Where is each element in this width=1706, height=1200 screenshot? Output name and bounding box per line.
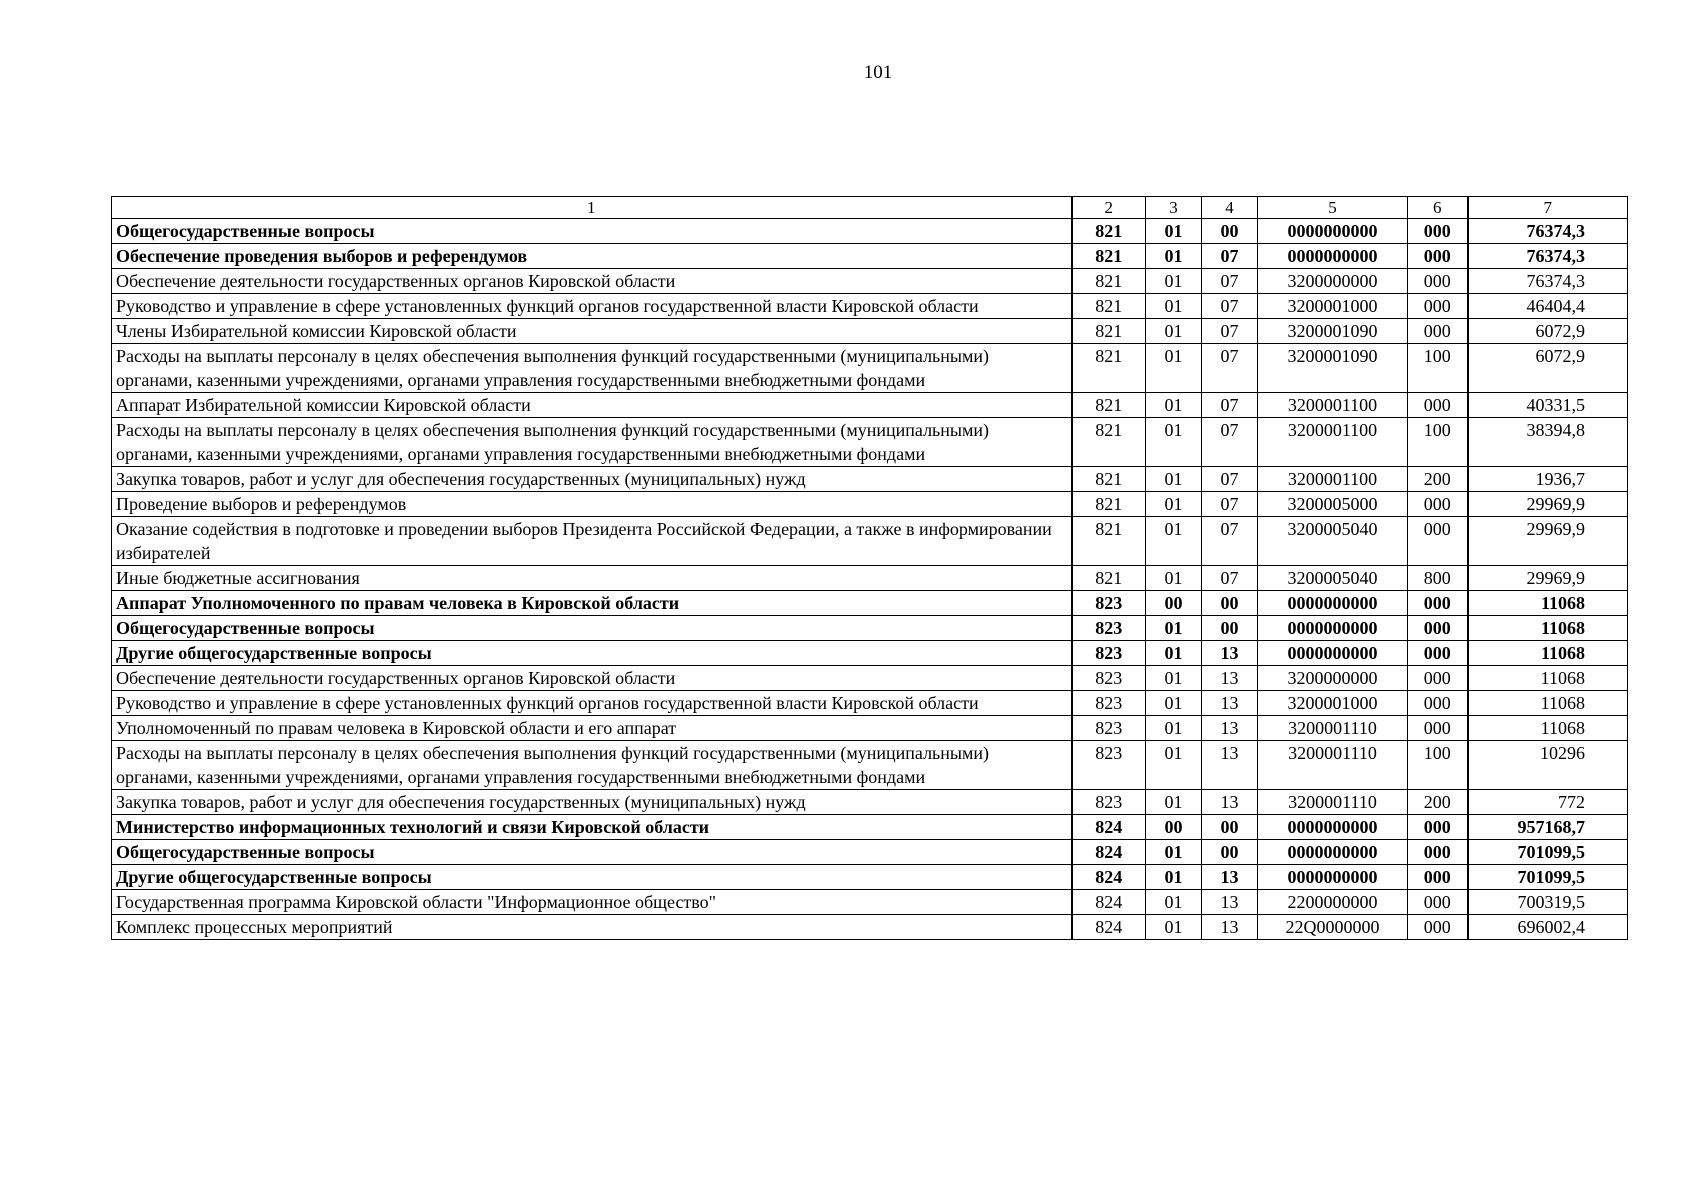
target-article-cell: 3200001090: [1258, 319, 1408, 344]
target-article-cell: 3200005040: [1258, 517, 1408, 566]
subsection-code-cell: 13: [1202, 716, 1258, 741]
section-code-cell: 01: [1146, 840, 1202, 865]
row-name-cell: Обеспечение проведения выборов и референдумов: [112, 244, 1072, 269]
amount-cell: 29969,9: [1468, 566, 1628, 591]
subsection-code-cell: 00: [1202, 840, 1258, 865]
budget-table: [111, 196, 1628, 940]
table-row: [112, 666, 1628, 691]
table-row: [112, 616, 1628, 641]
amount-cell: 772: [1468, 790, 1628, 815]
amount-cell: 29969,9: [1468, 517, 1628, 566]
amount-cell: 76374,3: [1468, 219, 1628, 244]
admin-code-cell: 824: [1072, 890, 1146, 915]
table-row: [112, 591, 1628, 616]
section-code-cell: 01: [1146, 616, 1202, 641]
target-article-cell: 0000000000: [1258, 840, 1408, 865]
section-code-cell: 01: [1146, 244, 1202, 269]
admin-code-cell: 824: [1072, 815, 1146, 840]
subsection-code-cell: 07: [1202, 294, 1258, 319]
expense-type-cell: 000: [1408, 294, 1468, 319]
table-row: [112, 865, 1628, 890]
target-article-cell: 3200001000: [1258, 294, 1408, 319]
amount-cell: 11068: [1468, 591, 1628, 616]
subsection-code-cell: 13: [1202, 865, 1258, 890]
target-article-cell: 3200001110: [1258, 716, 1408, 741]
admin-code-cell: 823: [1072, 716, 1146, 741]
amount-cell: 76374,3: [1468, 244, 1628, 269]
expense-type-cell: 800: [1408, 566, 1468, 591]
row-name-cell: Руководство и управление в сфере установленных функций органов государственной власти Кировской области: [112, 691, 1072, 716]
column-number-row: [112, 197, 1628, 219]
row-name-cell: Аппарат Избирательной комиссии Кировской области: [112, 393, 1072, 418]
expense-type-cell: 000: [1408, 219, 1468, 244]
table-row: [112, 890, 1628, 915]
expense-type-cell: 000: [1408, 865, 1468, 890]
expense-type-cell: 200: [1408, 467, 1468, 492]
subsection-code-cell: 13: [1202, 890, 1258, 915]
expense-type-cell: 000: [1408, 492, 1468, 517]
amount-cell: 6072,9: [1468, 319, 1628, 344]
subsection-code-cell: 00: [1202, 815, 1258, 840]
row-name-cell: Общегосударственные вопросы: [112, 840, 1072, 865]
page-number: 101: [863, 62, 893, 83]
row-name-cell: Расходы на выплаты персоналу в целях обеспечения выполнения функций государственными (муниципальными) органами, казенными учреждениями, органами управления государственными внебюджетными фондами: [112, 418, 1072, 467]
admin-code-cell: 821: [1072, 492, 1146, 517]
section-code-cell: 00: [1146, 591, 1202, 616]
expense-type-cell: 000: [1408, 244, 1468, 269]
amount-cell: 700319,5: [1468, 890, 1628, 915]
admin-code-cell: 821: [1072, 294, 1146, 319]
expense-type-cell: 000: [1408, 915, 1468, 940]
subsection-code-cell: 00: [1202, 616, 1258, 641]
admin-code-cell: 821: [1072, 344, 1146, 393]
amount-cell: 29969,9: [1468, 492, 1628, 517]
target-article-cell: 3200001110: [1258, 741, 1408, 790]
table-row: [112, 219, 1628, 244]
expense-type-cell: 200: [1408, 790, 1468, 815]
admin-code-cell: 821: [1072, 517, 1146, 566]
section-code-cell: 01: [1146, 890, 1202, 915]
table-row: [112, 244, 1628, 269]
column-number: 1: [112, 197, 1072, 219]
subsection-code-cell: 07: [1202, 566, 1258, 591]
table-row: [112, 840, 1628, 865]
table-body: [112, 197, 1628, 940]
table-row: [112, 790, 1628, 815]
target-article-cell: 3200001100: [1258, 393, 1408, 418]
row-name-cell: Иные бюджетные ассигнования: [112, 566, 1072, 591]
admin-code-cell: 823: [1072, 591, 1146, 616]
table-row: [112, 741, 1628, 790]
admin-code-cell: 823: [1072, 666, 1146, 691]
amount-cell: 11068: [1468, 716, 1628, 741]
table-row: [112, 641, 1628, 666]
amount-cell: 76374,3: [1468, 269, 1628, 294]
admin-code-cell: 821: [1072, 467, 1146, 492]
admin-code-cell: 824: [1072, 865, 1146, 890]
expense-type-cell: 000: [1408, 269, 1468, 294]
row-name-cell: Аппарат Уполномоченного по правам человека в Кировской области: [112, 591, 1072, 616]
admin-code-cell: 821: [1072, 319, 1146, 344]
row-name-cell: Министерство информационных технологий и связи Кировской области: [112, 815, 1072, 840]
subsection-code-cell: 13: [1202, 666, 1258, 691]
table-row: [112, 393, 1628, 418]
subsection-code-cell: 13: [1202, 641, 1258, 666]
expense-type-cell: 000: [1408, 517, 1468, 566]
row-name-cell: Проведение выборов и референдумов: [112, 492, 1072, 517]
expense-type-cell: 000: [1408, 616, 1468, 641]
expense-type-cell: 000: [1408, 319, 1468, 344]
table-row: [112, 418, 1628, 467]
table-row: [112, 915, 1628, 940]
section-code-cell: 01: [1146, 219, 1202, 244]
column-number: 2: [1072, 197, 1146, 219]
target-article-cell: 0000000000: [1258, 244, 1408, 269]
subsection-code-cell: 00: [1202, 219, 1258, 244]
subsection-code-cell: 07: [1202, 344, 1258, 393]
section-code-cell: 01: [1146, 393, 1202, 418]
admin-code-cell: 821: [1072, 418, 1146, 467]
expense-type-cell: 000: [1408, 591, 1468, 616]
amount-cell: 696002,4: [1468, 915, 1628, 940]
expense-type-cell: 000: [1408, 691, 1468, 716]
section-code-cell: 00: [1146, 815, 1202, 840]
row-name-cell: Обеспечение деятельности государственных органов Кировской области: [112, 666, 1072, 691]
target-article-cell: 3200005040: [1258, 566, 1408, 591]
row-name-cell: Расходы на выплаты персоналу в целях обеспечения выполнения функций государственными (муниципальными) органами, казенными учреждениями, органами управления государственными внебюджетными фондами: [112, 344, 1072, 393]
table-row: [112, 344, 1628, 393]
amount-cell: 40331,5: [1468, 393, 1628, 418]
admin-code-cell: 821: [1072, 219, 1146, 244]
section-code-cell: 01: [1146, 344, 1202, 393]
target-article-cell: 3200001110: [1258, 790, 1408, 815]
column-number: 5: [1258, 197, 1408, 219]
row-name-cell: Оказание содействия в подготовке и проведении выборов Президента Российской Федерации, а также в информировании избирателей: [112, 517, 1072, 566]
section-code-cell: 01: [1146, 666, 1202, 691]
expense-type-cell: 000: [1408, 393, 1468, 418]
amount-cell: 1936,7: [1468, 467, 1628, 492]
section-code-cell: 01: [1146, 467, 1202, 492]
target-article-cell: 3200001090: [1258, 344, 1408, 393]
row-name-cell: Обеспечение деятельности государственных органов Кировской области: [112, 269, 1072, 294]
expense-type-cell: 000: [1408, 641, 1468, 666]
amount-cell: 10296: [1468, 741, 1628, 790]
subsection-code-cell: 00: [1202, 591, 1258, 616]
admin-code-cell: 821: [1072, 269, 1146, 294]
table-row: [112, 467, 1628, 492]
section-code-cell: 01: [1146, 716, 1202, 741]
expense-type-cell: 100: [1408, 418, 1468, 467]
admin-code-cell: 821: [1072, 566, 1146, 591]
admin-code-cell: 823: [1072, 641, 1146, 666]
admin-code-cell: 821: [1072, 393, 1146, 418]
subsection-code-cell: 13: [1202, 741, 1258, 790]
target-article-cell: 0000000000: [1258, 616, 1408, 641]
amount-cell: 11068: [1468, 691, 1628, 716]
row-name-cell: Другие общегосударственные вопросы: [112, 641, 1072, 666]
subsection-code-cell: 13: [1202, 691, 1258, 716]
admin-code-cell: 821: [1072, 244, 1146, 269]
admin-code-cell: 823: [1072, 790, 1146, 815]
target-article-cell: 0000000000: [1258, 815, 1408, 840]
expense-type-cell: 000: [1408, 815, 1468, 840]
subsection-code-cell: 07: [1202, 517, 1258, 566]
amount-cell: 46404,4: [1468, 294, 1628, 319]
table-row: [112, 517, 1628, 566]
subsection-code-cell: 07: [1202, 418, 1258, 467]
target-article-cell: 2200000000: [1258, 890, 1408, 915]
subsection-code-cell: 13: [1202, 915, 1258, 940]
column-number: 7: [1468, 197, 1628, 219]
amount-cell: 701099,5: [1468, 865, 1628, 890]
target-article-cell: 0000000000: [1258, 865, 1408, 890]
section-code-cell: 01: [1146, 319, 1202, 344]
column-number: 6: [1408, 197, 1468, 219]
admin-code-cell: 823: [1072, 741, 1146, 790]
target-article-cell: 0000000000: [1258, 591, 1408, 616]
admin-code-cell: 824: [1072, 840, 1146, 865]
expense-type-cell: 000: [1408, 890, 1468, 915]
row-name-cell: Комплекс процессных мероприятий: [112, 915, 1072, 940]
table-row: [112, 566, 1628, 591]
amount-cell: 11068: [1468, 666, 1628, 691]
subsection-code-cell: 07: [1202, 393, 1258, 418]
row-name-cell: Уполномоченный по правам человека в Кировской области и его аппарат: [112, 716, 1072, 741]
amount-cell: 11068: [1468, 641, 1628, 666]
row-name-cell: Руководство и управление в сфере установленных функций органов государственной власти Кировской области: [112, 294, 1072, 319]
target-article-cell: 0000000000: [1258, 641, 1408, 666]
section-code-cell: 01: [1146, 641, 1202, 666]
expense-type-cell: 100: [1408, 741, 1468, 790]
amount-cell: 6072,9: [1468, 344, 1628, 393]
row-name-cell: Закупка товаров, работ и услуг для обеспечения государственных (муниципальных) нужд: [112, 790, 1072, 815]
target-article-cell: 3200000000: [1258, 666, 1408, 691]
target-article-cell: 3200001100: [1258, 467, 1408, 492]
section-code-cell: 01: [1146, 741, 1202, 790]
admin-code-cell: 824: [1072, 915, 1146, 940]
table-row: [112, 269, 1628, 294]
target-article-cell: 0000000000: [1258, 219, 1408, 244]
table-row: [112, 716, 1628, 741]
amount-cell: 38394,8: [1468, 418, 1628, 467]
admin-code-cell: 823: [1072, 691, 1146, 716]
table-row: [112, 492, 1628, 517]
row-name-cell: Члены Избирательной комиссии Кировской области: [112, 319, 1072, 344]
amount-cell: 701099,5: [1468, 840, 1628, 865]
target-article-cell: 3200005000: [1258, 492, 1408, 517]
row-name-cell: Общегосударственные вопросы: [112, 616, 1072, 641]
expense-type-cell: 000: [1408, 666, 1468, 691]
expense-type-cell: 100: [1408, 344, 1468, 393]
row-name-cell: Другие общегосударственные вопросы: [112, 865, 1072, 890]
table-row: [112, 319, 1628, 344]
section-code-cell: 01: [1146, 790, 1202, 815]
table-row: [112, 294, 1628, 319]
subsection-code-cell: 13: [1202, 790, 1258, 815]
section-code-cell: 01: [1146, 492, 1202, 517]
row-name-cell: Общегосударственные вопросы: [112, 219, 1072, 244]
table-row: [112, 691, 1628, 716]
row-name-cell: Расходы на выплаты персоналу в целях обеспечения выполнения функций государственными (муниципальными) органами, казенными учреждениями, органами управления государственными внебюджетными фондами: [112, 741, 1072, 790]
target-article-cell: 3200001100: [1258, 418, 1408, 467]
section-code-cell: 01: [1146, 418, 1202, 467]
amount-cell: 957168,7: [1468, 815, 1628, 840]
expense-type-cell: 000: [1408, 840, 1468, 865]
section-code-cell: 01: [1146, 865, 1202, 890]
section-code-cell: 01: [1146, 691, 1202, 716]
subsection-code-cell: 07: [1202, 244, 1258, 269]
amount-cell: 11068: [1468, 616, 1628, 641]
subsection-code-cell: 07: [1202, 467, 1258, 492]
target-article-cell: 22Q0000000: [1258, 915, 1408, 940]
section-code-cell: 01: [1146, 294, 1202, 319]
table-row: [112, 815, 1628, 840]
section-code-cell: 01: [1146, 566, 1202, 591]
target-article-cell: 3200000000: [1258, 269, 1408, 294]
expense-type-cell: 000: [1408, 716, 1468, 741]
subsection-code-cell: 07: [1202, 319, 1258, 344]
admin-code-cell: 823: [1072, 616, 1146, 641]
subsection-code-cell: 07: [1202, 492, 1258, 517]
row-name-cell: Государственная программа Кировской области "Информационное общество": [112, 890, 1072, 915]
target-article-cell: 3200001000: [1258, 691, 1408, 716]
column-number: 3: [1146, 197, 1202, 219]
row-name-cell: Закупка товаров, работ и услуг для обеспечения государственных (муниципальных) нужд: [112, 467, 1072, 492]
section-code-cell: 01: [1146, 517, 1202, 566]
column-number: 4: [1202, 197, 1258, 219]
section-code-cell: 01: [1146, 269, 1202, 294]
subsection-code-cell: 07: [1202, 269, 1258, 294]
section-code-cell: 01: [1146, 915, 1202, 940]
